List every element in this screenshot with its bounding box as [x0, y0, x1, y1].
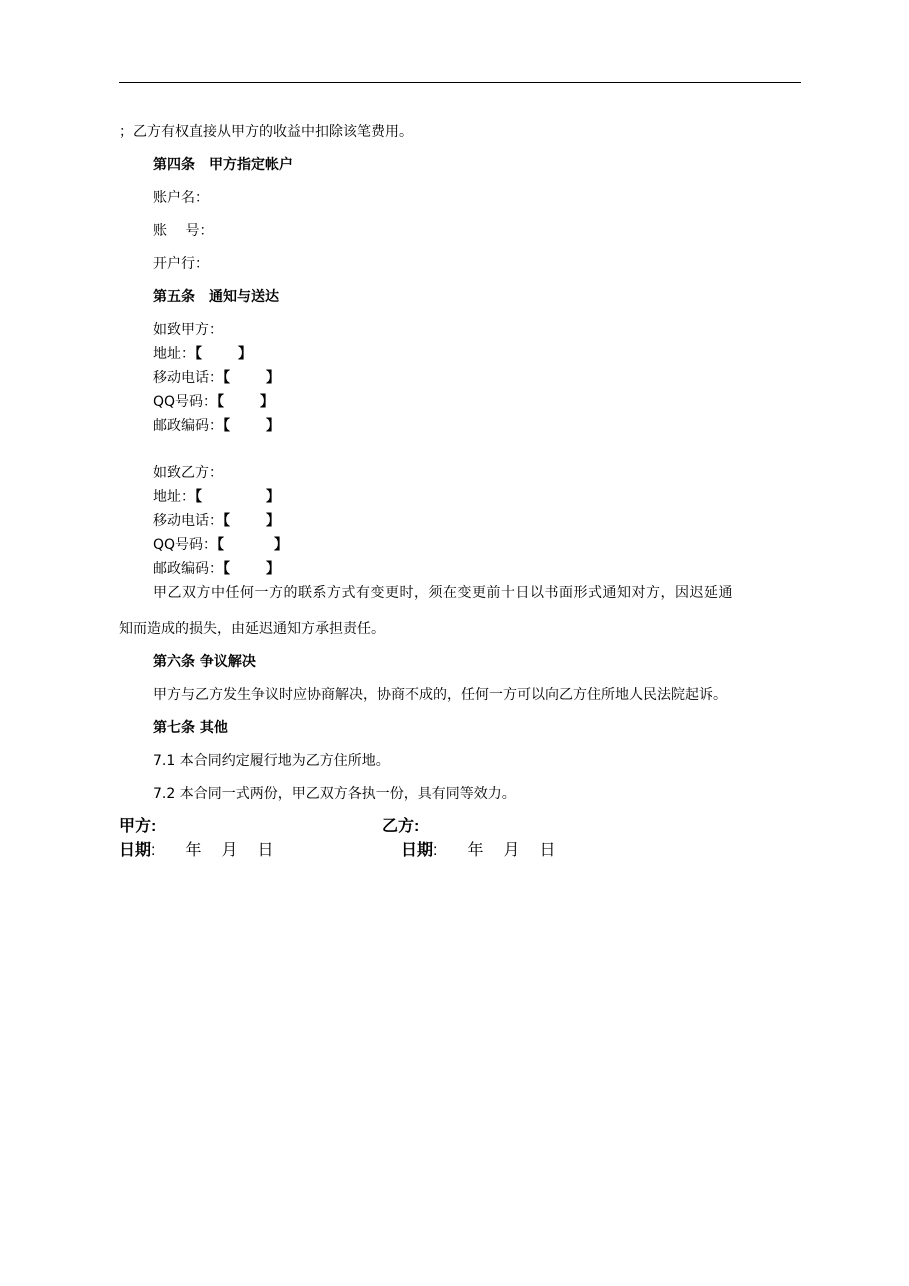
article5-heading: 第五条 通知与送达: [153, 289, 279, 305]
account-number-label: 账 号：: [153, 223, 214, 239]
change-notice-line1: 甲乙双方中任何一方的联系方式有变更时，须在变更前十日以书面形式通知对方，因迟延通: [153, 585, 733, 601]
change-notice-line2: 知而造成的损失，由延迟通知方承担责任。: [119, 621, 385, 637]
party-b-postal: 邮政编码：【 】: [153, 561, 280, 577]
party-a-mobile: 移动电话：【 】: [153, 370, 280, 386]
party-b-qq: QQ号码：【 】: [153, 537, 289, 553]
party-b-date: 日期: 年 月 日: [401, 842, 556, 859]
party-b-mobile: 移动电话：【 】: [153, 513, 280, 529]
article7-heading: 第七条 其他: [153, 720, 228, 736]
clause-7-1: 7.1 本合同约定履行地为乙方住所地。: [153, 753, 390, 769]
article4-heading: 第四条 甲方指定帐户: [153, 157, 293, 173]
party-b-signature: 乙方:: [382, 818, 420, 835]
header-rule: [119, 82, 801, 83]
article6-body: 甲方与乙方发生争议时应协商解决，协商不成的，任何一方可以向乙方住所地人民法院起诉。: [153, 687, 727, 703]
bank-label: 开户行：: [153, 256, 209, 272]
article6-heading: 第六条 争议解决: [153, 654, 256, 670]
party-a-qq: QQ号码：【 】: [153, 394, 275, 410]
party-a-date: 日期: 年 月 日: [119, 842, 274, 859]
party-a-postal: 邮政编码：【 】: [153, 418, 280, 434]
party-a-signature: 甲方:: [119, 818, 157, 835]
to-party-a: 如致甲方：: [153, 322, 223, 338]
party-a-address: 地址：【 】: [153, 346, 252, 362]
account-name-label: 账户名：: [153, 190, 209, 206]
to-party-b: 如致乙方：: [153, 465, 223, 481]
clause-7-2: 7.2 本合同一式两份，甲乙双方各执一份，具有同等效力。: [153, 786, 516, 802]
intro-fragment: ；乙方有权直接从甲方的收益中扣除该笔费用。: [119, 124, 413, 140]
party-b-address: 地址：【 】: [153, 489, 280, 505]
